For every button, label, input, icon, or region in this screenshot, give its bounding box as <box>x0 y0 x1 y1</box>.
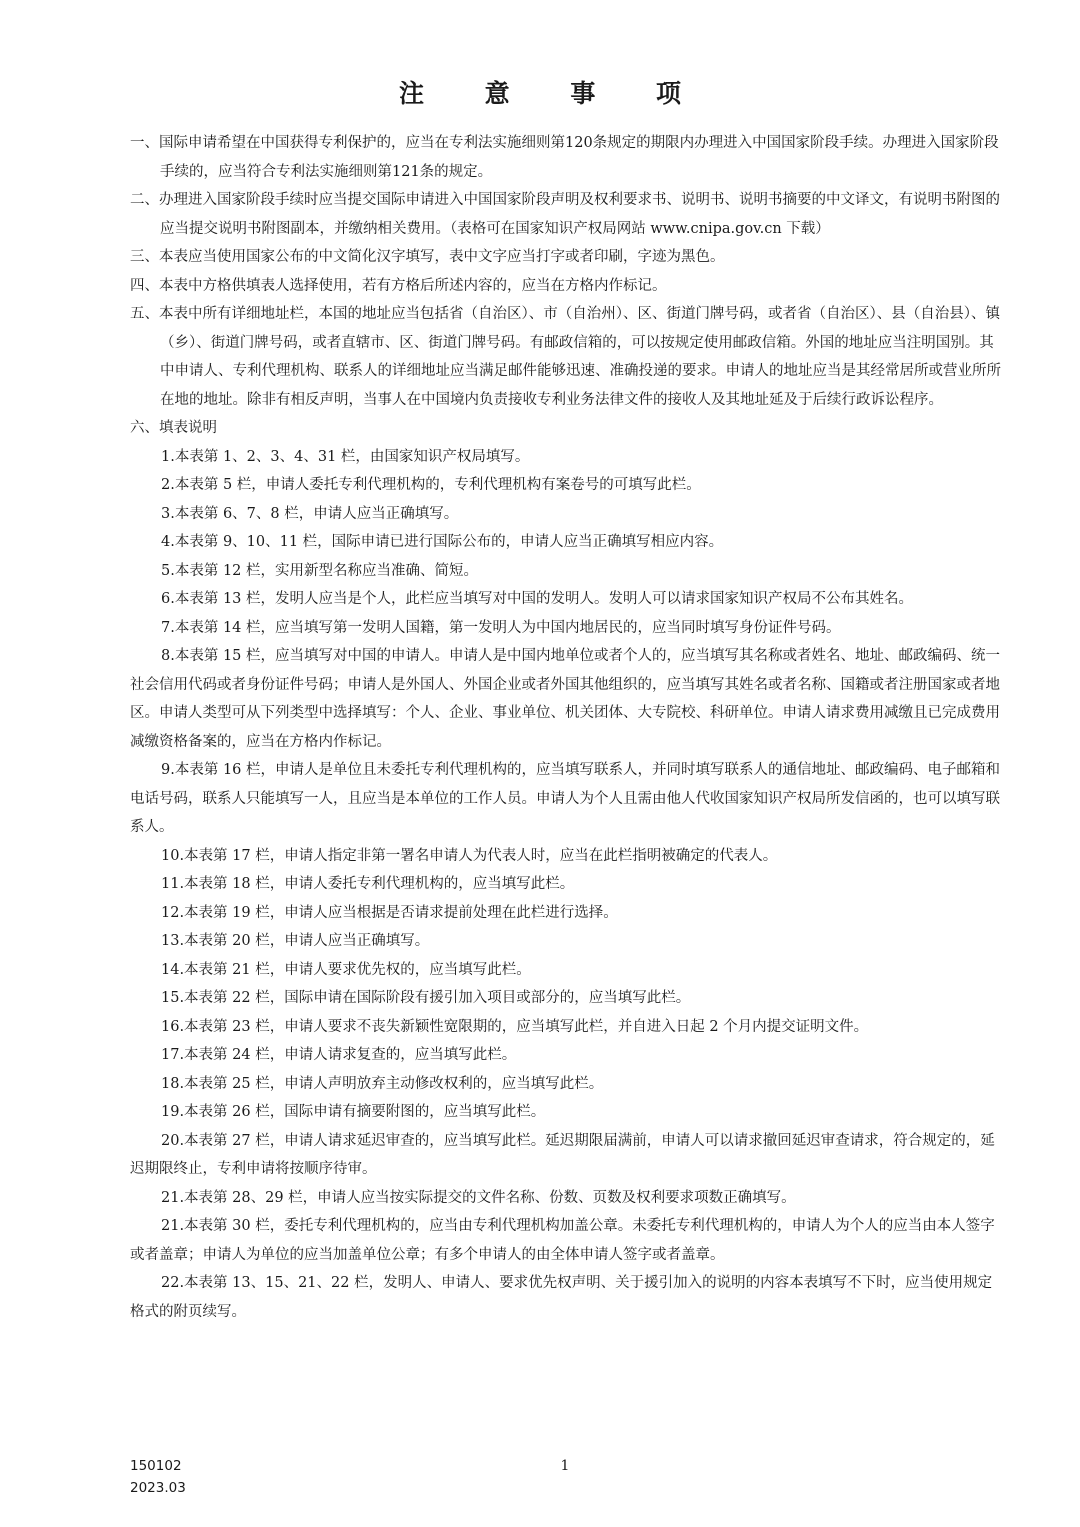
form-code: 150102 <box>130 1458 182 1474</box>
instruction-item: 1.本表第 1、2、3、4、31 栏，由国家知识产权局填写。 <box>161 448 530 465</box>
instruction-item: 10.本表第 17 栏，申请人指定非第一署名申请人为代表人时，应当在此栏指明被确定的代表人。 <box>161 847 778 864</box>
instruction-item: 12.本表第 19 栏，申请人应当根据是否请求提前处理在此栏进行选择。 <box>161 904 618 921</box>
notice-body <box>130 129 1006 1326</box>
instruction-item: 4.本表第 9、10、11 栏，国际申请已进行国际公布的，申请人应当正确填写相应内容。 <box>161 534 724 550</box>
page-number: 1 <box>560 1458 570 1474</box>
instruction-item: 16.本表第 23 栏，申请人要求不丧失新颖性宽限期的，应当填写此栏，并自进入日起 2 个月内提交证明文件。 <box>161 1018 869 1035</box>
instruction-item: 14.本表第 21 栏，申请人要求优先权的，应当填写此栏。 <box>161 961 531 978</box>
section-5: 五、本表中所有详细地址栏，本国的地址应当包括省（自治区）、市（自治州）、区、街道门牌号码，或者省（自治区）、县（自治县）、镇（乡）、街道门牌号码，或者直辖市、区、街道门牌号码。有邮政信箱的，可以按规定使用邮政信箱。外国的地址应当注明国别。其中申请人、专利代理机构、联系人的详细地址应当满足邮件能够迅速、准确投递的要求。申请人的地址应当是其经常居所或营业所所在地的地址。除非有相反声明，当事人在中国境内负责接收专利业务法律文件的接收人及其地址延及于后续行政诉讼程序。 <box>130 306 1001 408</box>
page-title: 注 意 事 项 <box>398 79 708 108</box>
instruction-item: 7.本表第 14 栏，应当填写第一发明人国籍，第一发明人为中国内地居民的，应当同时填写身份证件号码。 <box>161 619 841 636</box>
instruction-item: 5.本表第 12 栏，实用新型名称应当准确、简短。 <box>161 562 479 579</box>
form-footer <box>130 1455 186 1499</box>
instruction-item: 6.本表第 13 栏，发明人应当是个人，此栏应当填写对中国的发明人。发明人可以请求国家知识产权局不公布其姓名。 <box>161 591 913 607</box>
section-2: 二、办理进入国家阶段手续时应当提交国际申请进入中国国家阶段声明及权利要求书、说明书、说明书摘要的中文译文，有说明书附图的应当提交说明书附图副本，并缴纳相关费用。（表格可在国家知识产权局网站 www.cnipa.gov.cn 下载） <box>130 192 1000 237</box>
form-date: 2023.03 <box>130 1480 186 1496</box>
instruction-item: 21.本表第 28、29 栏，申请人应当按实际提交的文件名称、份数、页数及权利要求项数正确填写。 <box>161 1189 796 1206</box>
instruction-item: 19.本表第 26 栏，国际申请有摘要附图的，应当填写此栏。 <box>161 1104 546 1120</box>
instruction-item: 2.本表第 5 栏，申请人委托专利代理机构的，专利代理机构有案卷号的可填写此栏。 <box>161 477 701 493</box>
section-6-heading: 六、填表说明 <box>130 420 217 436</box>
section-3: 三、本表应当使用国家公布的中文简化汉字填写，表中文字应当打字或者印刷，字迹为黑色。 <box>130 249 725 265</box>
instruction-item: 3.本表第 6、7、8 栏，申请人应当正确填写。 <box>161 505 459 522</box>
instruction-item: 22.本表第 13、15、21、22 栏，发明人、申请人、要求优先权声明、关于援引加入的说明的内容本表填写不下时，应当使用规定格式的附页续写。 <box>130 1275 993 1320</box>
instruction-item: 20.本表第 27 栏，申请人请求延迟审查的，应当填写此栏。延迟期限届满前，申请人可以请求撤回延迟审查请求，符合规定的，延迟期限终止，专利申请将按顺序待审。 <box>130 1132 995 1177</box>
instruction-item: 8.本表第 15 栏，应当填写对中国的申请人。申请人是中国内地单位或者个人的，应当填写其名称或者姓名、地址、邮政编码、统一社会信用代码或者身份证件号码；申请人是外国人、外国企业或者外国其他组织的，应当填写其姓名或者名称、国籍或者注册国家或者地区。申请人类型可从下列类型中选择填写：个人、企业、事业单位、机关团体、大专院校、科研单位。申请人请求费用减缴且已完成费用减缴资格备案的，应当在方格内作标记。 <box>130 648 1000 750</box>
section-4: 四、本表中方格供填表人选择使用，若有方格后所述内容的，应当在方格内作标记。 <box>130 277 667 294</box>
instruction-item: 15.本表第 22 栏，国际申请在国际阶段有援引加入项目或部分的，应当填写此栏。 <box>161 990 691 1006</box>
instruction-item: 21.本表第 30 栏，委托专利代理机构的，应当由专利代理机构加盖公章。未委托专利代理机构的，申请人为个人的应当由本人签字或者盖章；申请人为单位的应当加盖单位公章；有多个申请人的由全体申请人签字或者盖章。 <box>130 1218 995 1263</box>
instruction-item: 9.本表第 16 栏，申请人是单位且未委托专利代理机构的，应当填写联系人，并同时填写联系人的通信地址、邮政编码、电子邮箱和电话号码，联系人只能填写一人，且应当是本单位的工作人员。申请人为个人且需由他人代收国家知识产权局所发信函的，也可以填写联系人。 <box>130 762 1000 835</box>
section-1: 一、国际申请希望在中国获得专利保护的，应当在专利法实施细则第120条规定的期限内办理进入中国国家阶段手续。办理进入国家阶段手续的，应当符合专利法实施细则第121条的规定。 <box>130 135 999 180</box>
instruction-item: 13.本表第 20 栏，申请人应当正确填写。 <box>161 933 430 949</box>
instruction-item: 18.本表第 25 栏，申请人声明放弃主动修改权利的，应当填写此栏。 <box>161 1075 604 1092</box>
instruction-item: 17.本表第 24 栏，申请人请求复查的，应当填写此栏。 <box>161 1047 517 1063</box>
instruction-item: 11.本表第 18 栏，申请人委托专利代理机构的，应当填写此栏。 <box>161 876 575 892</box>
